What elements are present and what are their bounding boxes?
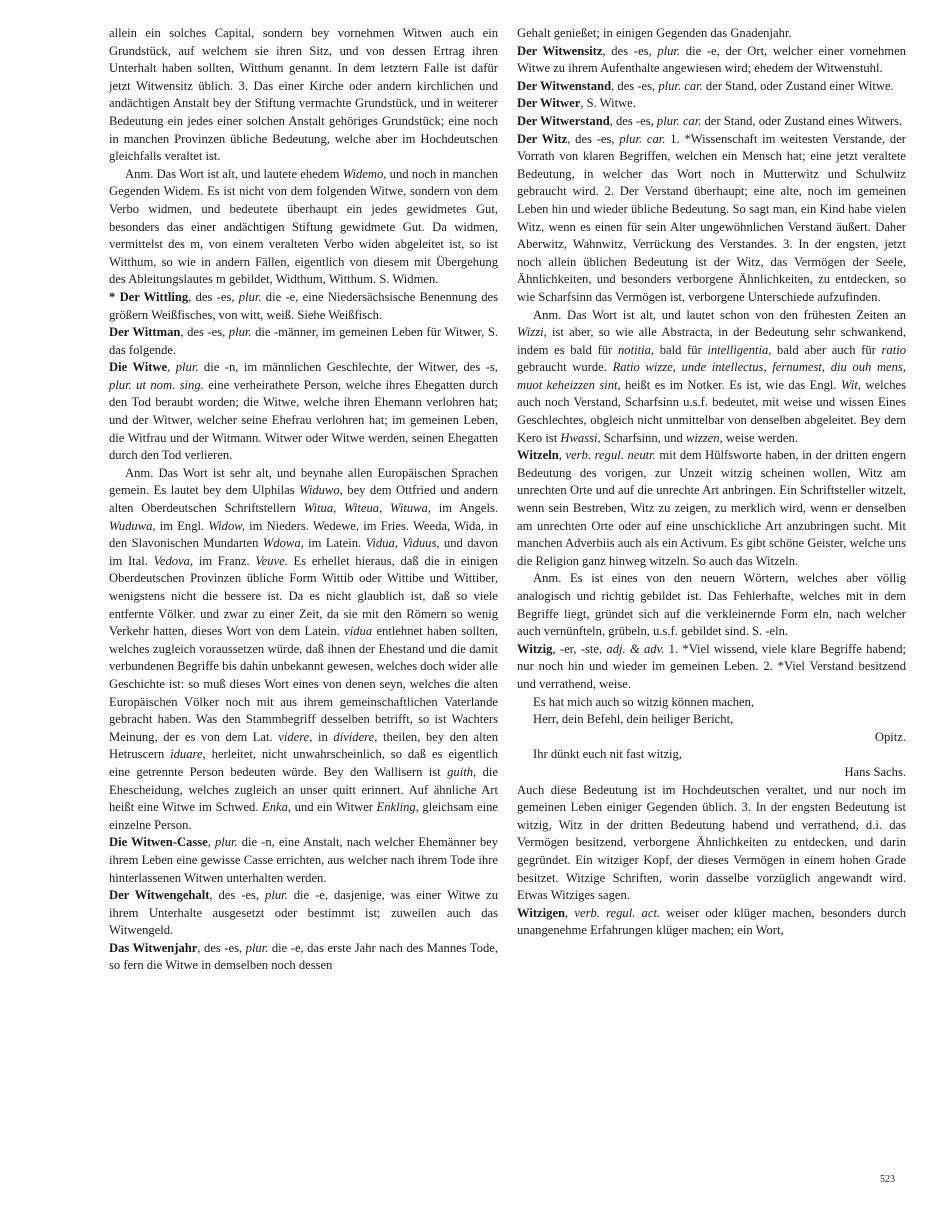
verse-line: Herr, dein Befehl, dein heiliger Bericht, (533, 712, 734, 727)
entry-witwen-casse: Die Witwen-Casse, plur. die -n, eine Anstalt, nach welcher Ehemänner bey ihrem Leben eine gewisse Casse errichten, aus welcher nach ihrem Tode ihre hinterlassenen Witwen unterhalten werden. (109, 835, 498, 885)
entry-witwenjahr: Das Witwenjahr, des -es, plur. die -e, das erste Jahr nach des Mannes Tode, so fern die Witwe in demselben noch dessen (109, 940, 499, 973)
entry-wittling: * Der Wittling, des -es, plur. die -e, eine Niedersächsische Benennung des größern Weißfisches, von witt, weiß. Siehe Weißfisch. (109, 289, 498, 322)
entry-wittman: Der Wittman, des -es, plur. die -männer, im gemeinen Leben für Witwer, S. das folgende. (109, 325, 499, 357)
entry-witwerstand: Der Witwerstand, des -es, plur. car. der Stand, oder Zustand eines Witwers. (517, 113, 903, 128)
entry-witwe: Die Witwe, plur. die -n, im männlichen Geschlechte, der Witwer, des -s, plur. ut nom. sing. eine verheirathete Person, welche ihres Ehegatten durch den Tod beraubt worden; die Witwe, welche ihren Ehemann verlohren hat; und der Witwer, welcher seine Ehefrau verlohren hat; im gemeinen Leben, die Witfrau und der Witmann. Witwer oder Witwe werden, seinen Ehegatten durch den Tod verlieren. (109, 360, 498, 463)
verse-line: Ihr dünkt euch nit fast witzig, (533, 747, 682, 762)
headword: Witzig (517, 641, 553, 656)
annotation-witwe: Anm. Das Wort ist sehr alt, und beynahe allen Europäischen Sprachen gemein. Es lautet bey dem Ulphilas Widuwo, bey dem Ottfried und andern alten Oberdeutschen Schriftstellern Witua, Witeua, Wituwa, im Angels. Wuduwa, im Engl. Widow, im Nieders. Wedewe, im Fries. Weeda, Wida, in den Slavonischen Mundarten Wdowa, im Latein. Vidua, Viduus, und davon im Ital. Vedova, im Franz. Veuve. Es erhellet hieraus, daß die in einigen Oberdeutschen Provinzen übliche Form Wittib oder Wittibe und Wittiber, wenigstens nicht die bessere ist. Da es nicht glaublich ist, daß so viele entfernte Völker. und zwar zu einer Zeit, da sie mit den Römern so wenig Verkehr hatten, dieses Wort von dem Latein. vidua entlehnet haben sollten, welches zugleich voraussetzen würde, daß ihnen der Ehestand und die damit verbundenen Begriffe bis dahin unbekannt gewesen, welches doch wider alle Geschichte ist: so muß dieses Wort eines von denen seyn, welches die alten Europäischen Völker noch mit aus ihrem gemeinschaftlichen Vaterlande gebracht haben. Was den Stammbegriff desselben betrifft, so ist Wachters Meinung, der es von dem Lat. videre, in dividere, theilen, bey den alten Hetruscern iduare, herleitet, nicht unwahrscheinlich, so daß es eigentlich eine getrennte Person bedeuten würde. Bey den Wallisern ist guith, die Ehescheidung, welches zugleich an unser quitt erinnert. Auf ähnliche Art heißt eine Witwe im Schwed. Enka, und ein Witwer Enkling, gleichsam eine einzelne Person. (109, 465, 499, 832)
headword: * Der Wittling (109, 289, 189, 304)
entry-witzigen: Witzigen, verb. regul. act. weiser oder klüger machen, besonders durch unangenehme Erfahrungen klüger machen; ein Wort, (517, 905, 907, 938)
headword: Der Witwengehalt (109, 888, 210, 903)
headword: Witzeln (517, 448, 559, 463)
right-column (517, 25, 906, 940)
verse-line: Es hat mich auch so witzig können machen, (533, 694, 755, 709)
headword: Das Witwenjahr (109, 940, 198, 955)
entry-witzeln: Witzeln, verb. regul. neutr. mit dem Hülfsworte haben, in der dritten engern Bedeutung des vorigen, zur Unzeit witzig scheinen wollen, Witz am unrechten Orte und auf die unrechte Art anbringen. Ein Schriftsteller witzelt, wenn sein Bestreben, Witz zu zeigen, zu merklich wird, wenn er denselben am unrechten Orte oder auf eine unschickliche Art anzubringen sucht. Mit manchen Adverbiis auch als ein Activum. Es gibt schöne Geister, welche uns die Religion ganz hinweg witzeln. So auch das Witzeln. (517, 448, 906, 568)
annotation-widemo: Anm. Das Wort ist alt, und lautete ehedem Widemo, und noch in manchen Gegenden Widem. Es ist nicht von dem folgenden Witwe, sondern von dem Verbo widmen, und bedeutete überhaupt ein jedes gewidmetes Gut, besonders das einer andächtigen Stiftung gewidmete Gut. Da widmen, vermittelst des m, von einem veralteten Verbo widen abgeleitet ist, so ist Witthum, so wie in andern Fällen, eigentlich von diesem mit Übergehung des Ableitungslautes m gebildet, Widthum, Witthum. S. Widmen. (109, 166, 499, 287)
entry-witwer: Der Witwer, S. Witwe. (517, 96, 636, 111)
page-number: 523 (880, 1174, 895, 1185)
headword: Der Witz (517, 131, 568, 146)
entry-witwenstand: Der Witwenstand, des -es, plur. car. der Stand, oder Zustand einer Witwe. (517, 78, 894, 93)
entry-witzig-continuation: Auch diese Bedeutung ist im Hochdeutschen veraltet, und nur noch im gemeinen Leben einiger Gegenden üblich. 3. In der engsten Bedeutung ist witzig, Witz in der dritten Bedeutung habend und verrathend, d.i. das Vermögen besitzend, verborgene Ähnlichkeiten zu entdecken, und darin gegründet. Ein witziger Kopf, der dieses Vermögen in einem hohen Grade besitzet. Witzige Schriften, worin dasselbe vorzüglich angewandt wird. Etwas Witziges sagen. (517, 782, 906, 903)
entry-witz: Der Witz, des -es, plur. car. 1. *Wissenschaft im weitesten Verstande, der Vorrath von klaren Begriffen, welchen ein Mensch hat; eine jetzt veraltete Bedeutung, in welcher das Wort noch in Mutterwitz und Schulwitz gebraucht wird. 2. Der Verstand überhaupt; eine alte, noch im gemeinen Leben hin und wieder übliche Bedeutung. So sagt man, ein Kind habe vielen Witz, wenn es einen für sein Alter ungewöhnlichen Verstand äußert. Daher Aberwitz, Wahnwitz, Verrückung des Verstandes. 3. In der engsten, jetzt noch allein üblichen Bedeutung ist der Witz, das Vermögen der Seele, Ähnlichkeiten, und besonders verborgene Ähnlichkeiten, zu entdecken, so wie Scharfsinn das Vermögen ist, verborgene Unterschiede aufzufinden. (517, 131, 906, 304)
continuation-paragraph: Gehalt genießet; in einigen Gegenden das Gnadenjahr. (517, 26, 792, 40)
entry-witzig: Witzig, -er, -ste, adj. & adv. 1. *Viel wissend, viele klare Begriffe habend; nur noch hin und wieder im gemeinen Leben. 2. *Viel Verstand besitzend und verrathend, weise. (517, 641, 906, 691)
headword: Witzigen (517, 905, 566, 920)
annotation-witz: Anm. Das Wort ist alt, und lautet schon von den frühesten Zeiten an Wizzi, ist aber, so wie alle Abstracta, in der Bedeutung sehr schwankend, indem es bald für notitia, bald für intelligentia, bald aber auch für ratio gebraucht wurde. Ratio wizze, unde intellectus, fernumest, diu ouh mens, muot keheizzen sint, heißt es im Notker. Es ist, wie das Engl. Wit, welches auch noch Verstand, Scharfsinn u.s.f. bedeutet, mit weise und wissen Eines Geschlechtes, obgleich nicht unmittelbar von denselben abgeleitet. Bey dem Kero ist Hwassi, Scharfsinn, und wizzen, weise werden. (517, 307, 906, 445)
entry-witwengehalt: Der Witwengehalt, des -es, plur. die -e, dasjenige, was einer Witwe zu ihrem Unterhalte ausgesetzt oder bestimmt ist; zuweilen auch das Witwengeld. (109, 888, 498, 938)
headword: Die Witwe (109, 360, 168, 375)
verse-attribution: Opitz. (874, 729, 906, 744)
headword: Der Wittman (109, 325, 181, 340)
continuation-paragraph: allein ein solches Capital, sondern bey vornehmen Witwen auch ein Grundstück, auf welchem sie ihren Sitz, und von dessen Ertrag ihren Unterhalt haben sollten, Witthum genannt. In dem letztern Falle ist dafür jetzt Witwensitz üblich. 3. Das einer Kirche oder andern kirchlichen und andächtigen Anstalt bey der Stiftung vermachte Grundstück, und in weiterer Bedeutung ein jedes einer solchen Anstalt gehöriges Grundstück; eine noch in manchen Provinzen übliche Bedeutung, welche aber im Hochdeutschen gleichfalls veraltet ist. (109, 26, 498, 164)
annotation-witzeln: Anm. Es ist eines von den neuern Wörtern, welches aber völlig analogisch und richtig gebildet ist. Das Fehlerhafte, welches mit in dem Begriffe liegt, gründet sich auf die verkleinernde Form eln, nach welcher auch vernünfteln, grübeln, u.s.f. gebildet sind. S. -eln. (517, 571, 906, 639)
headword: Der Witwer (517, 96, 581, 111)
entry-witwensitz: Der Witwensitz, des -es, plur. die -e, der Ort, welcher einer vornehmen Witwe zu ihrem Aufenthalte angewiesen wird; ehedem der Witwenstuhl. (517, 43, 906, 76)
left-column (109, 25, 498, 975)
headword: Der Witwerstand (517, 113, 610, 128)
headword: Der Witwensitz (517, 43, 603, 58)
verse-attribution: Hans Sachs. (844, 764, 906, 779)
headword: Die Witwen-Casse (109, 835, 208, 850)
headword: Der Witwenstand (517, 78, 612, 93)
